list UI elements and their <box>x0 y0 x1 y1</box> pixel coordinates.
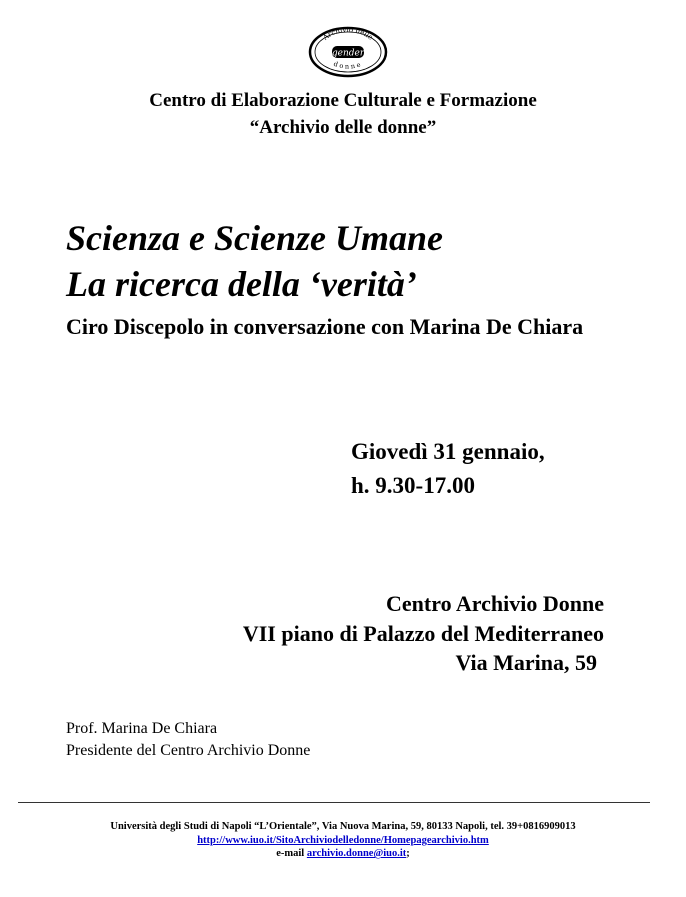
organization-name: Centro di Elaborazione Culturale e Formazione <box>149 90 537 111</box>
venue-name: Centro Archivio Donne <box>386 591 604 616</box>
event-time: h. 9.30-17.00 <box>351 473 475 498</box>
archivio-donne-logo <box>308 26 388 78</box>
event-subtitle: Ciro Discepolo in conversazione con Marina De Chiara <box>66 314 584 339</box>
signature-name: Prof. Marina De Chiara <box>66 720 218 737</box>
footer-divider <box>18 802 650 803</box>
email-link[interactable]: archivio.donne@iuo.it <box>306 848 407 859</box>
venue-address: Via Marina, 59 <box>455 650 597 675</box>
footer-url-line <box>0 834 686 847</box>
venue-floor: VII piano di Palazzo del Mediterraneo <box>242 621 604 646</box>
event-date: Giovedì 31 gennaio, <box>351 439 545 464</box>
footer-address: Università degli Studi di Napoli “L’Orientale”, Via Nuova Marina, 59, 80133 Napoli, tel. 39+0816909013 <box>110 821 576 832</box>
logo-arc-bottom-text: donne <box>332 59 364 71</box>
email-suffix: ; <box>406 848 410 859</box>
email-label: e-mail <box>276 848 305 859</box>
logo-arc-top-text: Archivio delle <box>321 26 375 42</box>
organization-subname: “Archivio delle donne” <box>249 117 437 138</box>
signature-role: Presidente del Centro Archivio Donne <box>66 742 311 759</box>
website-link[interactable]: http://www.iuo.it/SitoArchiviodelledonne/Homepagearchivio.htm <box>197 835 489 846</box>
footer-email-line <box>0 847 686 860</box>
logo-center-text: gender <box>331 48 365 59</box>
event-title-line-2: La ricerca della ‘verità’ <box>66 264 417 304</box>
event-title-line-1: Scienza e Scienze Umane <box>66 218 443 258</box>
